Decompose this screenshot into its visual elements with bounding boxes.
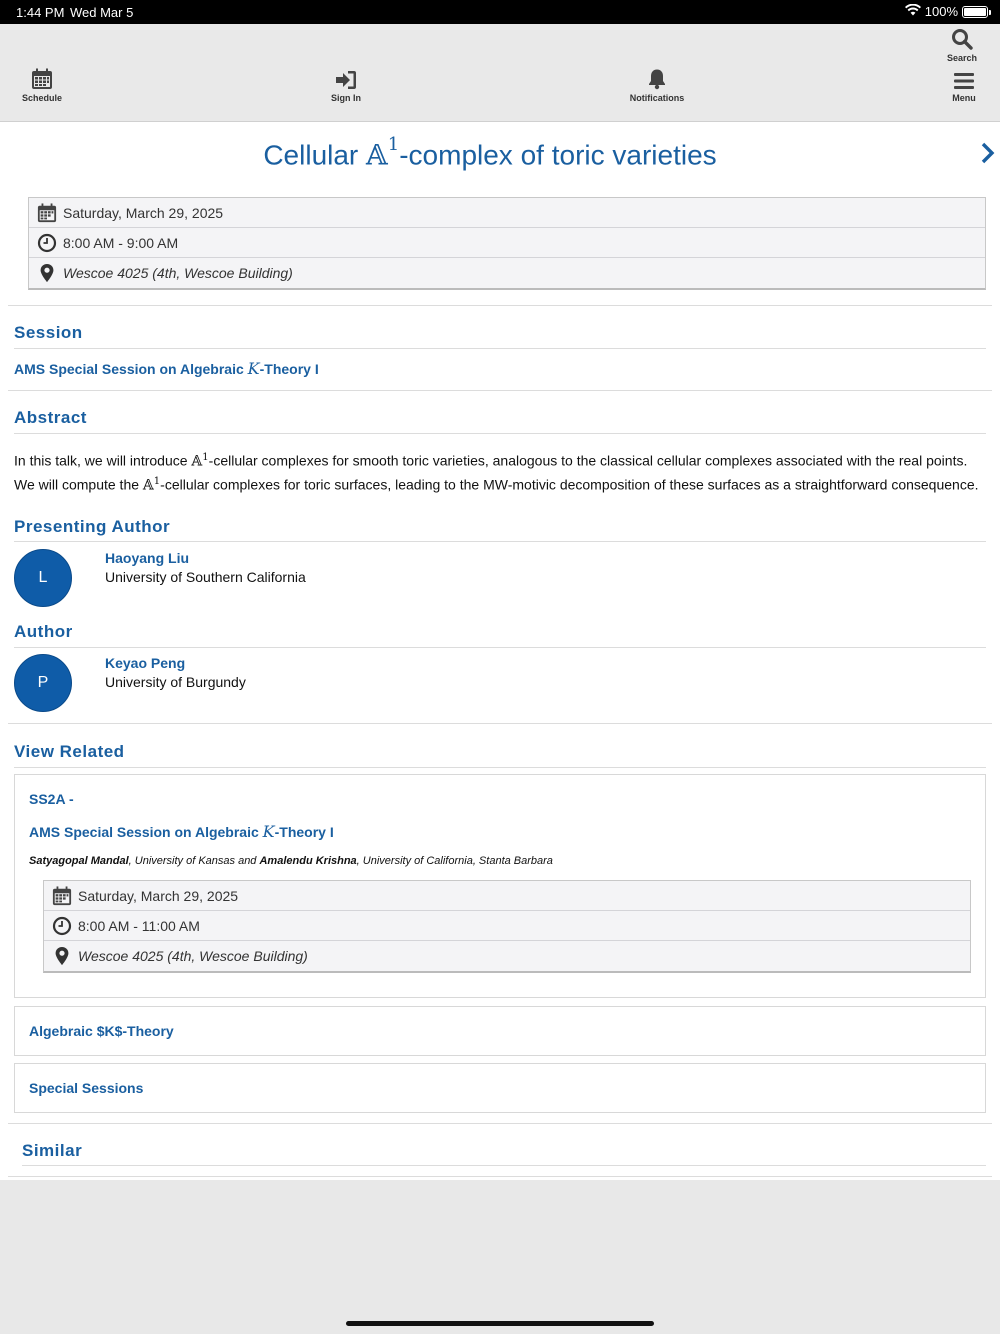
content-area [0, 122, 1000, 1180]
title-suffix: -complex of toric varieties [399, 139, 717, 171]
session-link-prefix: AMS Special Session on Algebraic [14, 361, 248, 377]
map-pin-icon [52, 946, 72, 966]
avatar[interactable]: L [14, 549, 72, 607]
related-title-suffix: -Theory I [274, 824, 334, 840]
related-info-box [43, 880, 971, 973]
menu-button[interactable] [946, 72, 982, 103]
view-related-heading: View Related [14, 742, 125, 761]
divider [8, 723, 992, 724]
topic-card-special-sessions[interactable] [14, 1063, 986, 1113]
divider [14, 348, 986, 349]
topic-card-algebraic-k-theory[interactable] [14, 1006, 986, 1056]
notifications-button[interactable] [626, 68, 688, 103]
title-prefix: Cellular [263, 139, 367, 171]
sign-in-icon [335, 70, 357, 90]
topic-link-algebraic-k-theory[interactable]: Algebraic $K$-Theory [29, 1023, 174, 1039]
related-location-row [44, 941, 970, 971]
abstract-part3: -cellular complexes for toric surfaces, leading to the MW-motivic decomposition of these surfaces as a straightforward consequence. [160, 476, 979, 493]
notifications-label: Notifications [629, 93, 685, 103]
abstract-math-1: 𝔸 [191, 453, 203, 470]
page-title [0, 134, 980, 172]
related-title-math: K [262, 822, 275, 841]
abstract-superscript-2: 1 [153, 475, 161, 487]
abstract-math-2: 𝔸 [142, 477, 154, 494]
bell-icon [646, 68, 668, 90]
status-time: 1:44 PM [16, 5, 65, 20]
topic-link-special-sessions[interactable]: Special Sessions [29, 1080, 144, 1096]
divider [8, 1123, 992, 1124]
title-superscript: 1 [387, 134, 400, 155]
event-info-box [28, 197, 986, 290]
calendar-icon [31, 68, 53, 90]
battery-percent: 100% [924, 4, 958, 19]
author-institution: University of Burgundy [105, 674, 246, 690]
abstract-text [14, 448, 984, 495]
session-heading: Session [14, 323, 83, 342]
event-location-row [29, 258, 985, 288]
hamburger-icon [953, 72, 975, 90]
sign-in-label: Sign In [331, 93, 361, 103]
speaker-1-institution: , University of Kansas and [128, 855, 260, 867]
divider [14, 767, 986, 768]
speaker-2-institution: , University of California, Stanta Barbara [356, 855, 553, 867]
status-date: Wed Mar 5 [70, 5, 134, 20]
author-heading: Author [14, 622, 73, 641]
schedule-button[interactable] [18, 68, 66, 103]
abstract-heading: Abstract [14, 408, 87, 427]
presenting-author-institution: University of Southern California [105, 569, 306, 585]
calendar-icon [52, 886, 72, 906]
next-talk-button[interactable] [980, 142, 996, 169]
abstract-part1: In this talk, we will introduce [14, 452, 192, 469]
search-icon [951, 28, 973, 50]
divider [8, 1176, 992, 1177]
related-time-row [44, 911, 970, 941]
related-session-code[interactable]: SS2A - [29, 791, 74, 807]
event-location: Wescoe 4025 (4th, Wescoe Building) [63, 265, 293, 281]
divider [8, 390, 992, 391]
abstract-superscript-1: 1 [202, 452, 209, 463]
event-date-row [29, 198, 985, 228]
bottom-blank-area [0, 1180, 1000, 1334]
wifi-icon [905, 4, 921, 19]
avatar[interactable]: P [14, 654, 72, 712]
related-date-row [44, 881, 970, 911]
event-date: Saturday, March 29, 2025 [63, 204, 224, 221]
related-title-prefix: AMS Special Session on Algebraic [29, 824, 263, 840]
clock-icon [37, 233, 57, 253]
sign-in-button[interactable] [326, 70, 366, 103]
presenting-author-heading: Presenting Author [14, 517, 171, 536]
related-date: Saturday, March 29, 2025 [78, 887, 239, 904]
related-time: 8:00 AM - 11:00 AM [78, 917, 200, 934]
status-right [905, 4, 988, 19]
clock-icon [52, 916, 72, 936]
title-math: 𝔸 [366, 138, 388, 172]
home-indicator[interactable] [346, 1321, 654, 1326]
related-speakers [29, 855, 553, 867]
top-toolbar [0, 24, 1000, 122]
related-session-title[interactable] [29, 822, 334, 841]
divider [22, 1165, 986, 1166]
session-link-math: K [247, 359, 260, 378]
divider [14, 647, 986, 648]
search-button[interactable] [944, 28, 980, 63]
similar-heading: Similar [22, 1141, 83, 1160]
divider [14, 541, 986, 542]
divider [8, 305, 992, 306]
related-location: Wescoe 4025 (4th, Wescoe Building) [78, 948, 308, 964]
chevron-right-icon [980, 142, 996, 164]
map-pin-icon [37, 263, 57, 283]
session-link[interactable] [14, 359, 319, 378]
event-time-row [29, 228, 985, 258]
menu-label: Menu [952, 93, 976, 103]
related-session-card [14, 774, 986, 998]
schedule-label: Schedule [21, 93, 62, 103]
session-link-suffix: -Theory I [259, 361, 319, 377]
event-time: 8:00 AM - 9:00 AM [63, 234, 179, 251]
battery-icon [962, 6, 988, 18]
status-bar [0, 0, 1000, 24]
abstract-part2: -cellular complexes for smooth toric varieties, analogous to the classical cellular complexes associated with the real points. We will compute the [14, 452, 968, 493]
divider [14, 433, 986, 434]
speaker-1: Satyagopal Mandal [29, 855, 129, 867]
presenting-author-name[interactable]: Haoyang Liu [105, 550, 190, 566]
author-name[interactable]: Keyao Peng [105, 655, 186, 671]
speaker-2: Amalendu Krishna [259, 855, 357, 867]
calendar-icon [37, 203, 57, 223]
search-label: Search [946, 53, 978, 63]
